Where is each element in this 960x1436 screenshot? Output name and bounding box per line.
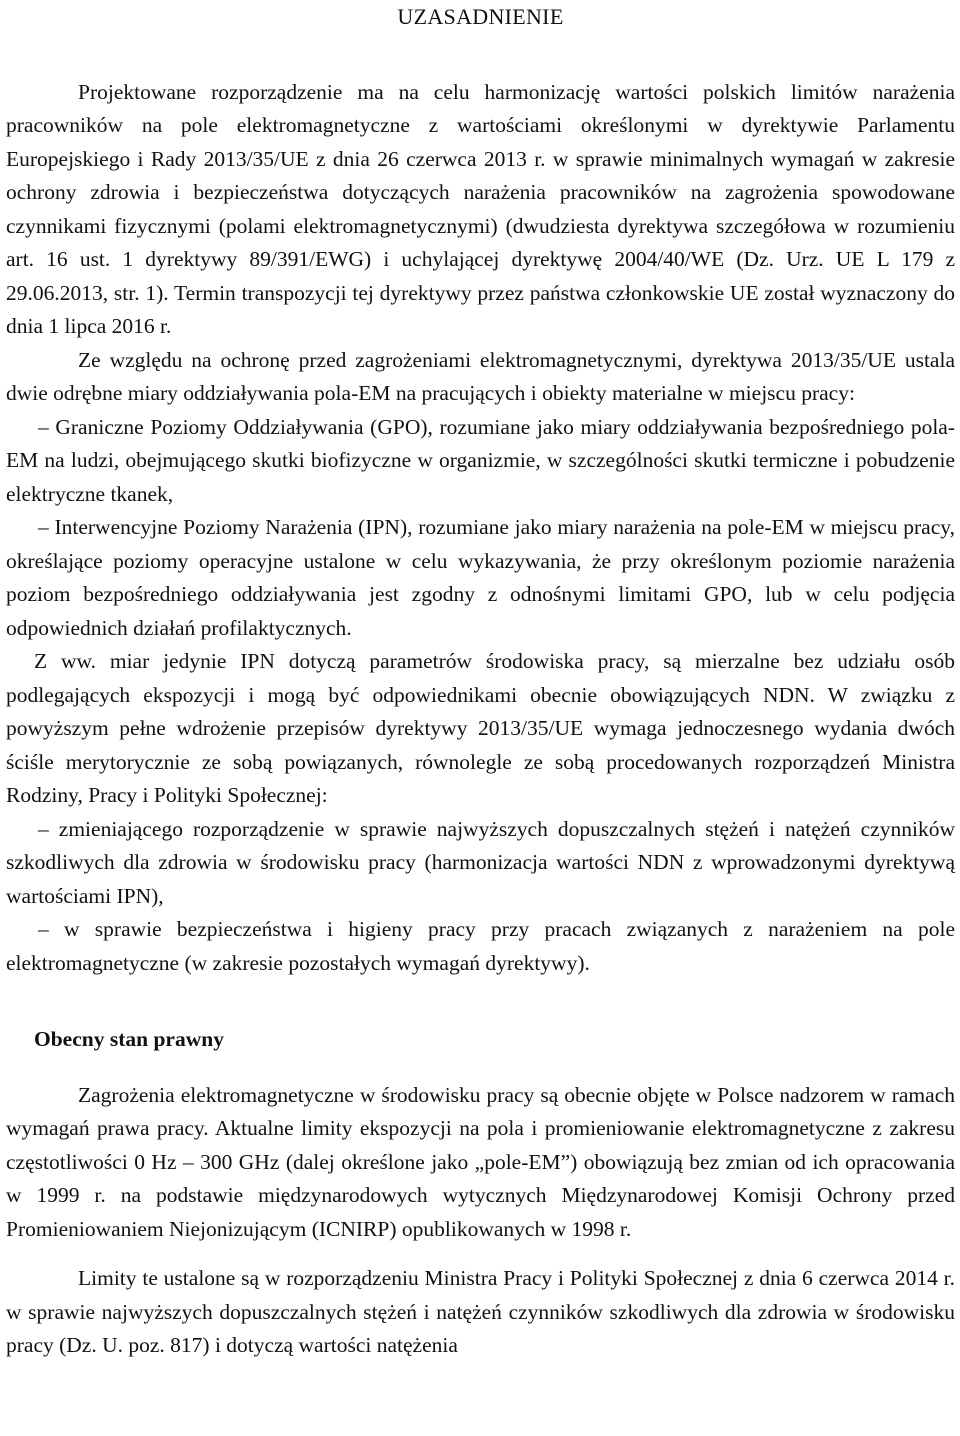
spacer bbox=[6, 980, 955, 1013]
list-item-gpo: – Graniczne Poziomy Oddziaływania (GPO), rozumiane jako miary oddziaływania bezpośredniego pola-EM na ludzi, obejmującego skutki biofizyczne w organizmie, w szczególności skutki termiczne i pobudzenie elektryczne tkanek, bbox=[6, 414, 955, 506]
paragraph-current-state: Zagrożenia elektromagnetyczne w środowisku pracy są obecnie objęte w Polsce nadzorem w ramach wymagań prawa pracy. Aktualne limity ekspozycji na pola i promieniowanie elektromagnetyczne z zakresu częstotliwości 0 Hz – 300 GHz (dalej określone jako „pole-EM”) obowiązują bez zmian od ich opracowania w 1999 r. na podstawie międzynarodowych wytycznych Międzynarodowej Komisji Ochrony przed Promieniowaniem Niejonizującym (ICNIRP) opublikowanych w 1998 r. bbox=[6, 1082, 955, 1241]
paragraph-em-measures-intro: Ze względu na ochronę przed zagrożeniami elektromagnetycznymi, dyrektywa 2013/35/UE ustala dwie odrębne miary oddziaływania pola-EM na pracujących i obiekty materialne w miejscu pracy: bbox=[6, 347, 955, 405]
list-item-regulation-ndn: – zmieniającego rozporządzenie w sprawie najwyższych dopuszczalnych stężeń i natężeń czynników szkodliwych dla zdrowia w środowisku pracy (harmonizacja wartości NDN z wprowadzonymi dyrektywą wartościami IPN), bbox=[6, 816, 955, 908]
paragraph-purpose: Projektowane rozporządzenie ma na celu harmonizację wartości polskich limitów narażenia pracowników na pole elektromagnetyczne z wartościami określonymi w dyrektywie Parlamentu Europejskiego i Rady 2013/35/UE z dnia 26 czerwca 2013 r. w sprawie minimalnych wymagań w zakresie ochrony zdrowia i bezpieczeństwa dotyczących narażenia pracowników na zagrożenia spowodowane czynnikami fizycznymi (polami elektromagnetycznymi) (dwudziesta dyrektywa szczegółowa w rozumieniu art. 16 ust. 1 dyrektywy 89/391/EWG) i uchylającej dyrektywę 2004/40/WE (Dz. Urz. UE L 179 z 29.06.2013, str. 1). Termin transpozycji tej dyrektywy przez państwa członkowskie UE został wyznaczony do dnia 1 lipca 2016 r. bbox=[6, 79, 955, 338]
spacer bbox=[6, 1246, 955, 1262]
paragraph-ipn-ndn: Z ww. miar jedynie IPN dotyczą parametrów środowiska pracy, są mierzalne bez udziału osób podlegających ekspozycji i mogą być odpowiednikami obecnie obowiązujących NDN. W związku z powyższym pełne wdrożenie przepisów dyrektywy 2013/35/UE wymaga jednoczesnego wydania dwóch ściśle merytorycznie ze sobą powiązanych, równolegle ze sobą procedowanych rozporządzeń Ministra Rodziny, Pracy i Polityki Społecznej: bbox=[6, 649, 955, 807]
document-page bbox=[6, 0, 955, 1363]
list-item-regulation-bhp: – w sprawie bezpieczeństwa i higieny pracy przy pracach związanych z narażeniem na pole elektromagnetyczne (w zakresie pozostałych wymagań dyrektywy). bbox=[6, 917, 955, 975]
document-title: UZASADNIENIE bbox=[397, 4, 564, 29]
section-heading: Obecny stan prawny bbox=[34, 1027, 224, 1051]
list-item-ipn: – Interwencyjne Poziomy Narażenia (IPN), rozumiane jako miary narażenia na pole-EM w miejscu pracy, określające poziomy operacyjne ustalone w celu wykazywania, że przy określonym poziomie narażenia poziom bezpośredniego oddziaływania jest zgodny z odnośnymi limitami GPO, lub w celu podjęcia odpowiednich działań profilaktycznych. bbox=[6, 515, 955, 640]
paragraph-limits: Limity te ustalone są w rozporządzeniu Ministra Pracy i Polityki Społecznej z dnia 6 czerwca 2014 r. w sprawie najwyższych dopuszczalnych stężeń i natężeń czynników szkodliwych dla zdrowia w środowisku pracy (Dz. U. poz. 817) i dotyczą wartości natężenia bbox=[6, 1266, 955, 1357]
